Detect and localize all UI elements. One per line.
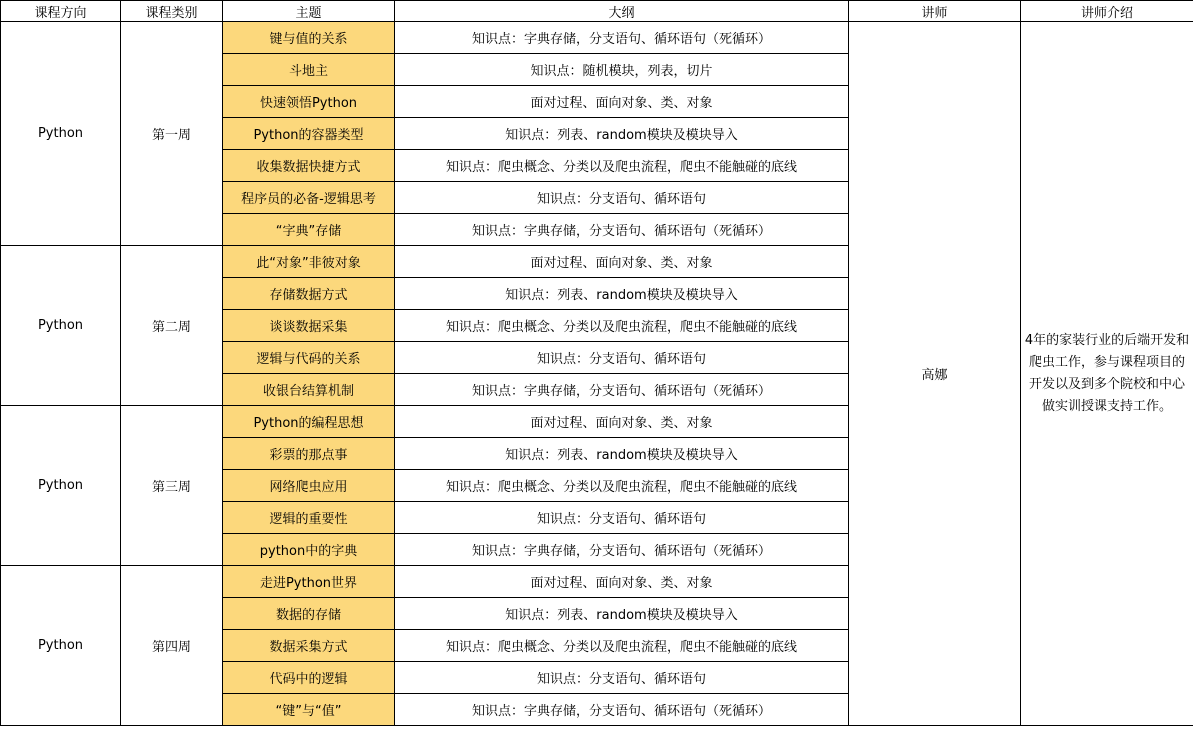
header-teacher: 讲师 — [849, 1, 1021, 22]
topic-cell: “字典”存储 — [223, 214, 395, 246]
topic-cell: 网络爬虫应用 — [223, 470, 395, 502]
outline-cell: 面对过程、面向对象、类、对象 — [395, 246, 849, 278]
outline-cell: 知识点：列表、random模块及模块导入 — [395, 278, 849, 310]
outline-cell: 面对过程、面向对象、类、对象 — [395, 406, 849, 438]
topic-cell: 逻辑的重要性 — [223, 502, 395, 534]
teacher-cell: 高娜 — [849, 22, 1021, 726]
table-row — [1, 22, 1193, 54]
course-direction-cell: Python — [1, 406, 121, 566]
topic-cell: 收银台结算机制 — [223, 374, 395, 406]
outline-cell: 知识点：分支语句、循环语句 — [395, 662, 849, 694]
course-category-cell: 第三周 — [121, 406, 223, 566]
topic-cell: 程序员的必备-逻辑思考 — [223, 182, 395, 214]
header-category: 课程类别 — [121, 1, 223, 22]
course-category-cell: 第四周 — [121, 566, 223, 726]
header-direction: 课程方向 — [1, 1, 121, 22]
topic-cell: 代码中的逻辑 — [223, 662, 395, 694]
course-direction-cell: Python — [1, 22, 121, 246]
header-teacher-intro: 讲师介绍 — [1021, 1, 1193, 22]
header-row — [1, 1, 1193, 22]
outline-cell: 知识点：列表、random模块及模块导入 — [395, 438, 849, 470]
topic-cell: 存储数据方式 — [223, 278, 395, 310]
outline-cell: 知识点：字典存储，分支语句、循环语句（死循环） — [395, 534, 849, 566]
topic-cell: 快速领悟Python — [223, 86, 395, 118]
outline-cell: 知识点：列表、random模块及模块导入 — [395, 118, 849, 150]
outline-cell: 知识点：分支语句、循环语句 — [395, 342, 849, 374]
course-category-cell: 第二周 — [121, 246, 223, 406]
outline-cell: 面对过程、面向对象、类、对象 — [395, 566, 849, 598]
header-outline: 大纲 — [395, 1, 849, 22]
course-direction-cell: Python — [1, 566, 121, 726]
outline-cell: 知识点：爬虫概念、分类以及爬虫流程，爬虫不能触碰的底线 — [395, 150, 849, 182]
topic-cell: 收集数据快捷方式 — [223, 150, 395, 182]
course-table-body — [1, 22, 1193, 726]
topic-cell: 谈谈数据采集 — [223, 310, 395, 342]
outline-cell: 知识点：字典存储，分支语句、循环语句（死循环） — [395, 22, 849, 54]
topic-cell: 逻辑与代码的关系 — [223, 342, 395, 374]
course-direction-cell: Python — [1, 246, 121, 406]
outline-cell: 知识点：字典存储，分支语句、循环语句（死循环） — [395, 214, 849, 246]
topic-cell: “键”与“值” — [223, 694, 395, 726]
outline-cell: 知识点：分支语句、循环语句 — [395, 182, 849, 214]
topic-cell: 数据采集方式 — [223, 630, 395, 662]
topic-cell: 此“对象”非彼对象 — [223, 246, 395, 278]
topic-cell: 斗地主 — [223, 54, 395, 86]
outline-cell: 知识点：字典存储，分支语句、循环语句（死循环） — [395, 374, 849, 406]
outline-cell: 知识点：随机模块，列表，切片 — [395, 54, 849, 86]
topic-cell: 走进Python世界 — [223, 566, 395, 598]
outline-cell: 知识点：爬虫概念、分类以及爬虫流程，爬虫不能触碰的底线 — [395, 630, 849, 662]
topic-cell: 数据的存储 — [223, 598, 395, 630]
teacher-intro-cell: 4年的家装行业的后端开发和爬虫工作，参与课程项目的开发以及到多个院校和中心做实训授课支持工作。 — [1021, 22, 1193, 726]
topic-cell: 彩票的那点事 — [223, 438, 395, 470]
topic-cell: Python的编程思想 — [223, 406, 395, 438]
outline-cell: 知识点：列表、random模块及模块导入 — [395, 598, 849, 630]
outline-cell: 知识点：字典存储，分支语句、循环语句（死循环） — [395, 694, 849, 726]
header-topic: 主题 — [223, 1, 395, 22]
topic-cell: Python的容器类型 — [223, 118, 395, 150]
topic-cell: python中的字典 — [223, 534, 395, 566]
outline-cell: 知识点：爬虫概念、分类以及爬虫流程，爬虫不能触碰的底线 — [395, 470, 849, 502]
outline-cell: 面对过程、面向对象、类、对象 — [395, 86, 849, 118]
topic-cell: 键与值的关系 — [223, 22, 395, 54]
outline-cell: 知识点：爬虫概念、分类以及爬虫流程，爬虫不能触碰的底线 — [395, 310, 849, 342]
outline-cell: 知识点：分支语句、循环语句 — [395, 502, 849, 534]
course-category-cell: 第一周 — [121, 22, 223, 246]
